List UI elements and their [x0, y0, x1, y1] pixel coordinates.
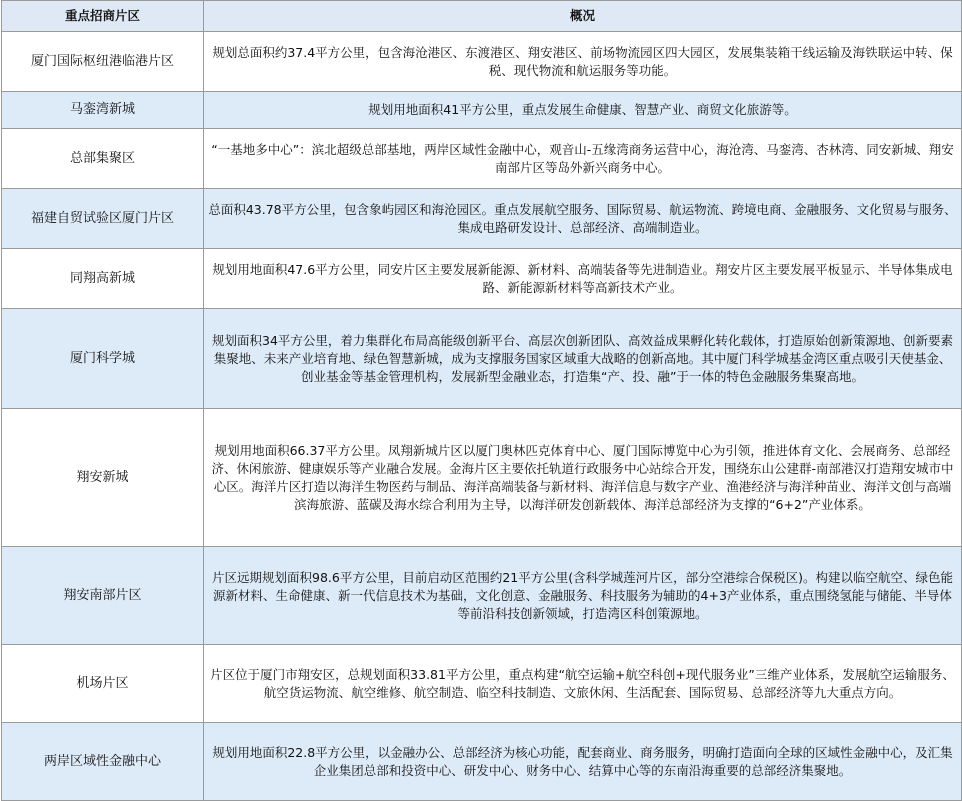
zone-description: 规划用地面积47.6平方公里，同安片区主要发展新能源、新材料、高端装备等先进制造业。翔安片区主要发展平板显示、半导体集成电路、新能源新材料等高新技术产业。 — [204, 249, 962, 309]
zone-name: 福建自贸试验区厦门片区 — [2, 189, 204, 249]
table-row — [2, 189, 962, 249]
zone-name: 翔安新城 — [2, 409, 204, 547]
table-row — [2, 547, 962, 645]
zone-name: 翔安南部片区 — [2, 547, 204, 645]
header-overview: 概况 — [204, 1, 962, 32]
table-row — [2, 92, 962, 129]
zone-description: “一基地多中心”：滨北超级总部基地，两岸区域性金融中心，观音山-五缘湾商务运营中心，海沧湾、马銮湾、杏林湾、同安新城、翔安南部片区等岛外新兴商务中心。 — [204, 129, 962, 189]
zone-description: 规划面积34平方公里，着力集群化布局高能级创新平台、高层次创新团队、高效益成果孵化转化载体，打造原始创新策源地、创新要素集聚地、未来产业培育地、绿色智慧新城，成为支撑服务国家区域重大战略的创新高地。其中厦门科学城基金湾区重点吸引天使基金、创业基金等基金管理机构，发展新型金融业态，打造集“产、投、融”于一体的特色金融服务集聚高地。 — [204, 309, 962, 409]
zone-name: 厦门国际枢纽港临港片区 — [2, 32, 204, 92]
zone-name: 厦门科学城 — [2, 309, 204, 409]
zone-name: 同翔高新城 — [2, 249, 204, 309]
header-zone: 重点招商片区 — [2, 1, 204, 32]
zone-description: 总面积43.78平方公里，包含象屿园区和海沧园区。重点发展航空服务、国际贸易、航运物流、跨境电商、金融服务、文化贸易与服务、集成电路研发设计、总部经济、高端制造业。 — [204, 189, 962, 249]
zone-description: 规划总面积约37.4平方公里，包含海沧港区、东渡港区、翔安港区、前场物流园区四大园区，发展集装箱干线运输及海铁联运中转、保税、现代物流和航运服务等功能。 — [204, 32, 962, 92]
table-row — [2, 129, 962, 189]
table-row — [2, 409, 962, 547]
table-row — [2, 645, 962, 723]
table-header-row — [2, 1, 962, 32]
table-row — [2, 32, 962, 92]
zone-name: 马銮湾新城 — [2, 92, 204, 129]
zone-description: 规划用地面积41平方公里，重点发展生命健康、智慧产业、商贸文化旅游等。 — [204, 92, 962, 129]
zone-name: 两岸区域性金融中心 — [2, 723, 204, 801]
zone-description: 规划用地面积22.8平方公里，以金融办公、总部经济为核心功能，配套商业、商务服务，明确打造面向全球的区域性金融中心，及汇集企业集团总部和投资中心、研发中心、财务中心、结算中心等的东南沿海重要的总部经济集聚地。 — [204, 723, 962, 801]
zone-description: 片区远期规划面积98.6平方公里，目前启动区范围约21平方公里(含科学城莲河片区，部分空港综合保税区)。构建以临空航空、绿色能源新材料、生命健康、新一代信息技术为基础，文化创意、金融服务、科技服务为辅助的4+3产业体系，重点围绕氢能与储能、半导体等前沿科技创新领域，打造湾区科创策源地。 — [204, 547, 962, 645]
zone-description: 片区位于厦门市翔安区，总规划面积33.81平方公里，重点构建“航空运输+航空科创+现代服务业”三维产业体系，发展航空运输服务、航空货运物流、航空维修、航空制造、临空科技制造、文旅休闲、生活配套、国际贸易、总部经济等九大重点方向。 — [204, 645, 962, 723]
zone-name: 机场片区 — [2, 645, 204, 723]
investment-zone-table — [1, 0, 962, 801]
zone-name: 总部集聚区 — [2, 129, 204, 189]
zone-description: 规划用地面积66.37平方公里。凤翔新城片区以厦门奥林匹克体育中心、厦门国际博览中心为引领，推进体育文化、会展商务、总部经济、休闲旅游、健康娱乐等产业融合发展。金海片区主要依托轨道行政服务中心站综合开发，围绕东山公建群-南部港汉打造翔安城市中心区。海洋片区打造以海洋生物医药与制品、海洋高端装备与新材料、海洋信息与数字产业、渔港经济与海洋种苗业、海洋文创与高端滨海旅游、蓝碳及海水综合利用为主导，以海洋研发创新载体、海洋总部经济为支撑的“6+2”产业体系。 — [204, 409, 962, 547]
table-row — [2, 723, 962, 801]
table-row — [2, 249, 962, 309]
table-row — [2, 309, 962, 409]
